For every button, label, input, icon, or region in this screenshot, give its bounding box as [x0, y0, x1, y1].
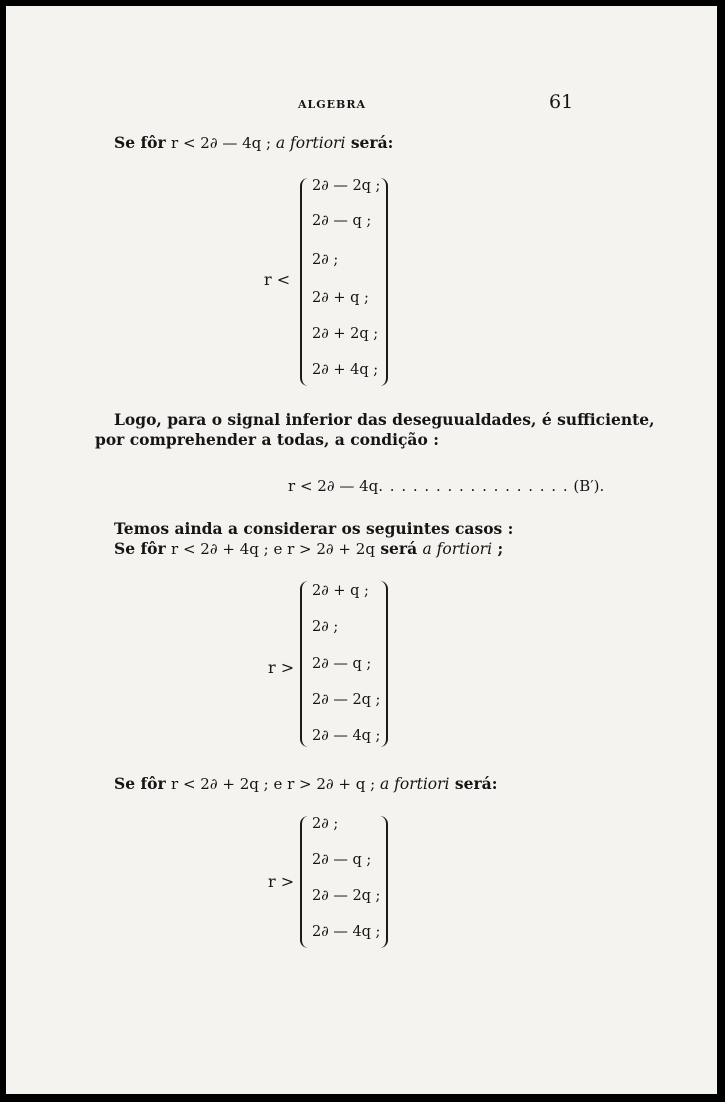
case3-item: 2∂ — 2q ; — [312, 888, 381, 904]
case1-right-brace — [378, 178, 388, 386]
case1-item: 2∂ + 4q ; — [312, 362, 379, 378]
paragraph-line-2: por comprehender a todas, a condição : — [95, 430, 439, 449]
case3-item: 2∂ ; — [312, 816, 339, 832]
case1-left-brace — [300, 178, 310, 386]
condition-b-prime: r < 2∂ — 4q. . . . . . . . . . . . . . . . . (B′). — [288, 477, 605, 495]
case3-left-brace — [300, 816, 310, 948]
case1-item: 2∂ — 2q ; — [312, 178, 381, 194]
case1-item: 2∂ ; — [312, 252, 339, 268]
intro2-line-2: Se fôr r < 2∂ + 4q ; e r > 2∂ + 2q será a fortiori ; — [114, 539, 504, 558]
running-header: ALGEBRA — [298, 98, 367, 111]
case1-item: 2∂ — q ; — [312, 213, 372, 229]
page — [6, 6, 717, 1094]
case3-item: 2∂ — q ; — [312, 852, 372, 868]
page-number: 61 — [549, 91, 574, 113]
case3-item: 2∂ — 4q ; — [312, 924, 381, 940]
paragraph-line-1: Logo, para o signal inferior das deseguualdades, é sufficiente, — [114, 410, 655, 429]
intro2-line-1: Temos ainda a considerar os seguintes casos : — [114, 519, 514, 538]
case2-lhs: r > — [268, 658, 295, 677]
case1-item: 2∂ + 2q ; — [312, 326, 379, 342]
case2-item: 2∂ + q ; — [312, 583, 369, 599]
case3-intro: Se fôr r < 2∂ + 2q ; e r > 2∂ + q ; a fortiori será: — [114, 774, 498, 793]
case2-item: 2∂ — q ; — [312, 656, 372, 672]
case2-right-brace — [378, 581, 388, 747]
case2-item: 2∂ — 2q ; — [312, 692, 381, 708]
case2-item: 2∂ — 4q ; — [312, 728, 381, 744]
case2-item: 2∂ ; — [312, 619, 339, 635]
case2-left-brace — [300, 581, 310, 747]
case1-item: 2∂ + q ; — [312, 290, 369, 306]
case1-lhs: r < — [264, 270, 291, 289]
case3-lhs: r > — [268, 872, 295, 891]
case1-intro: Se fôr r < 2∂ — 4q ; a fortiori será: — [114, 133, 394, 152]
